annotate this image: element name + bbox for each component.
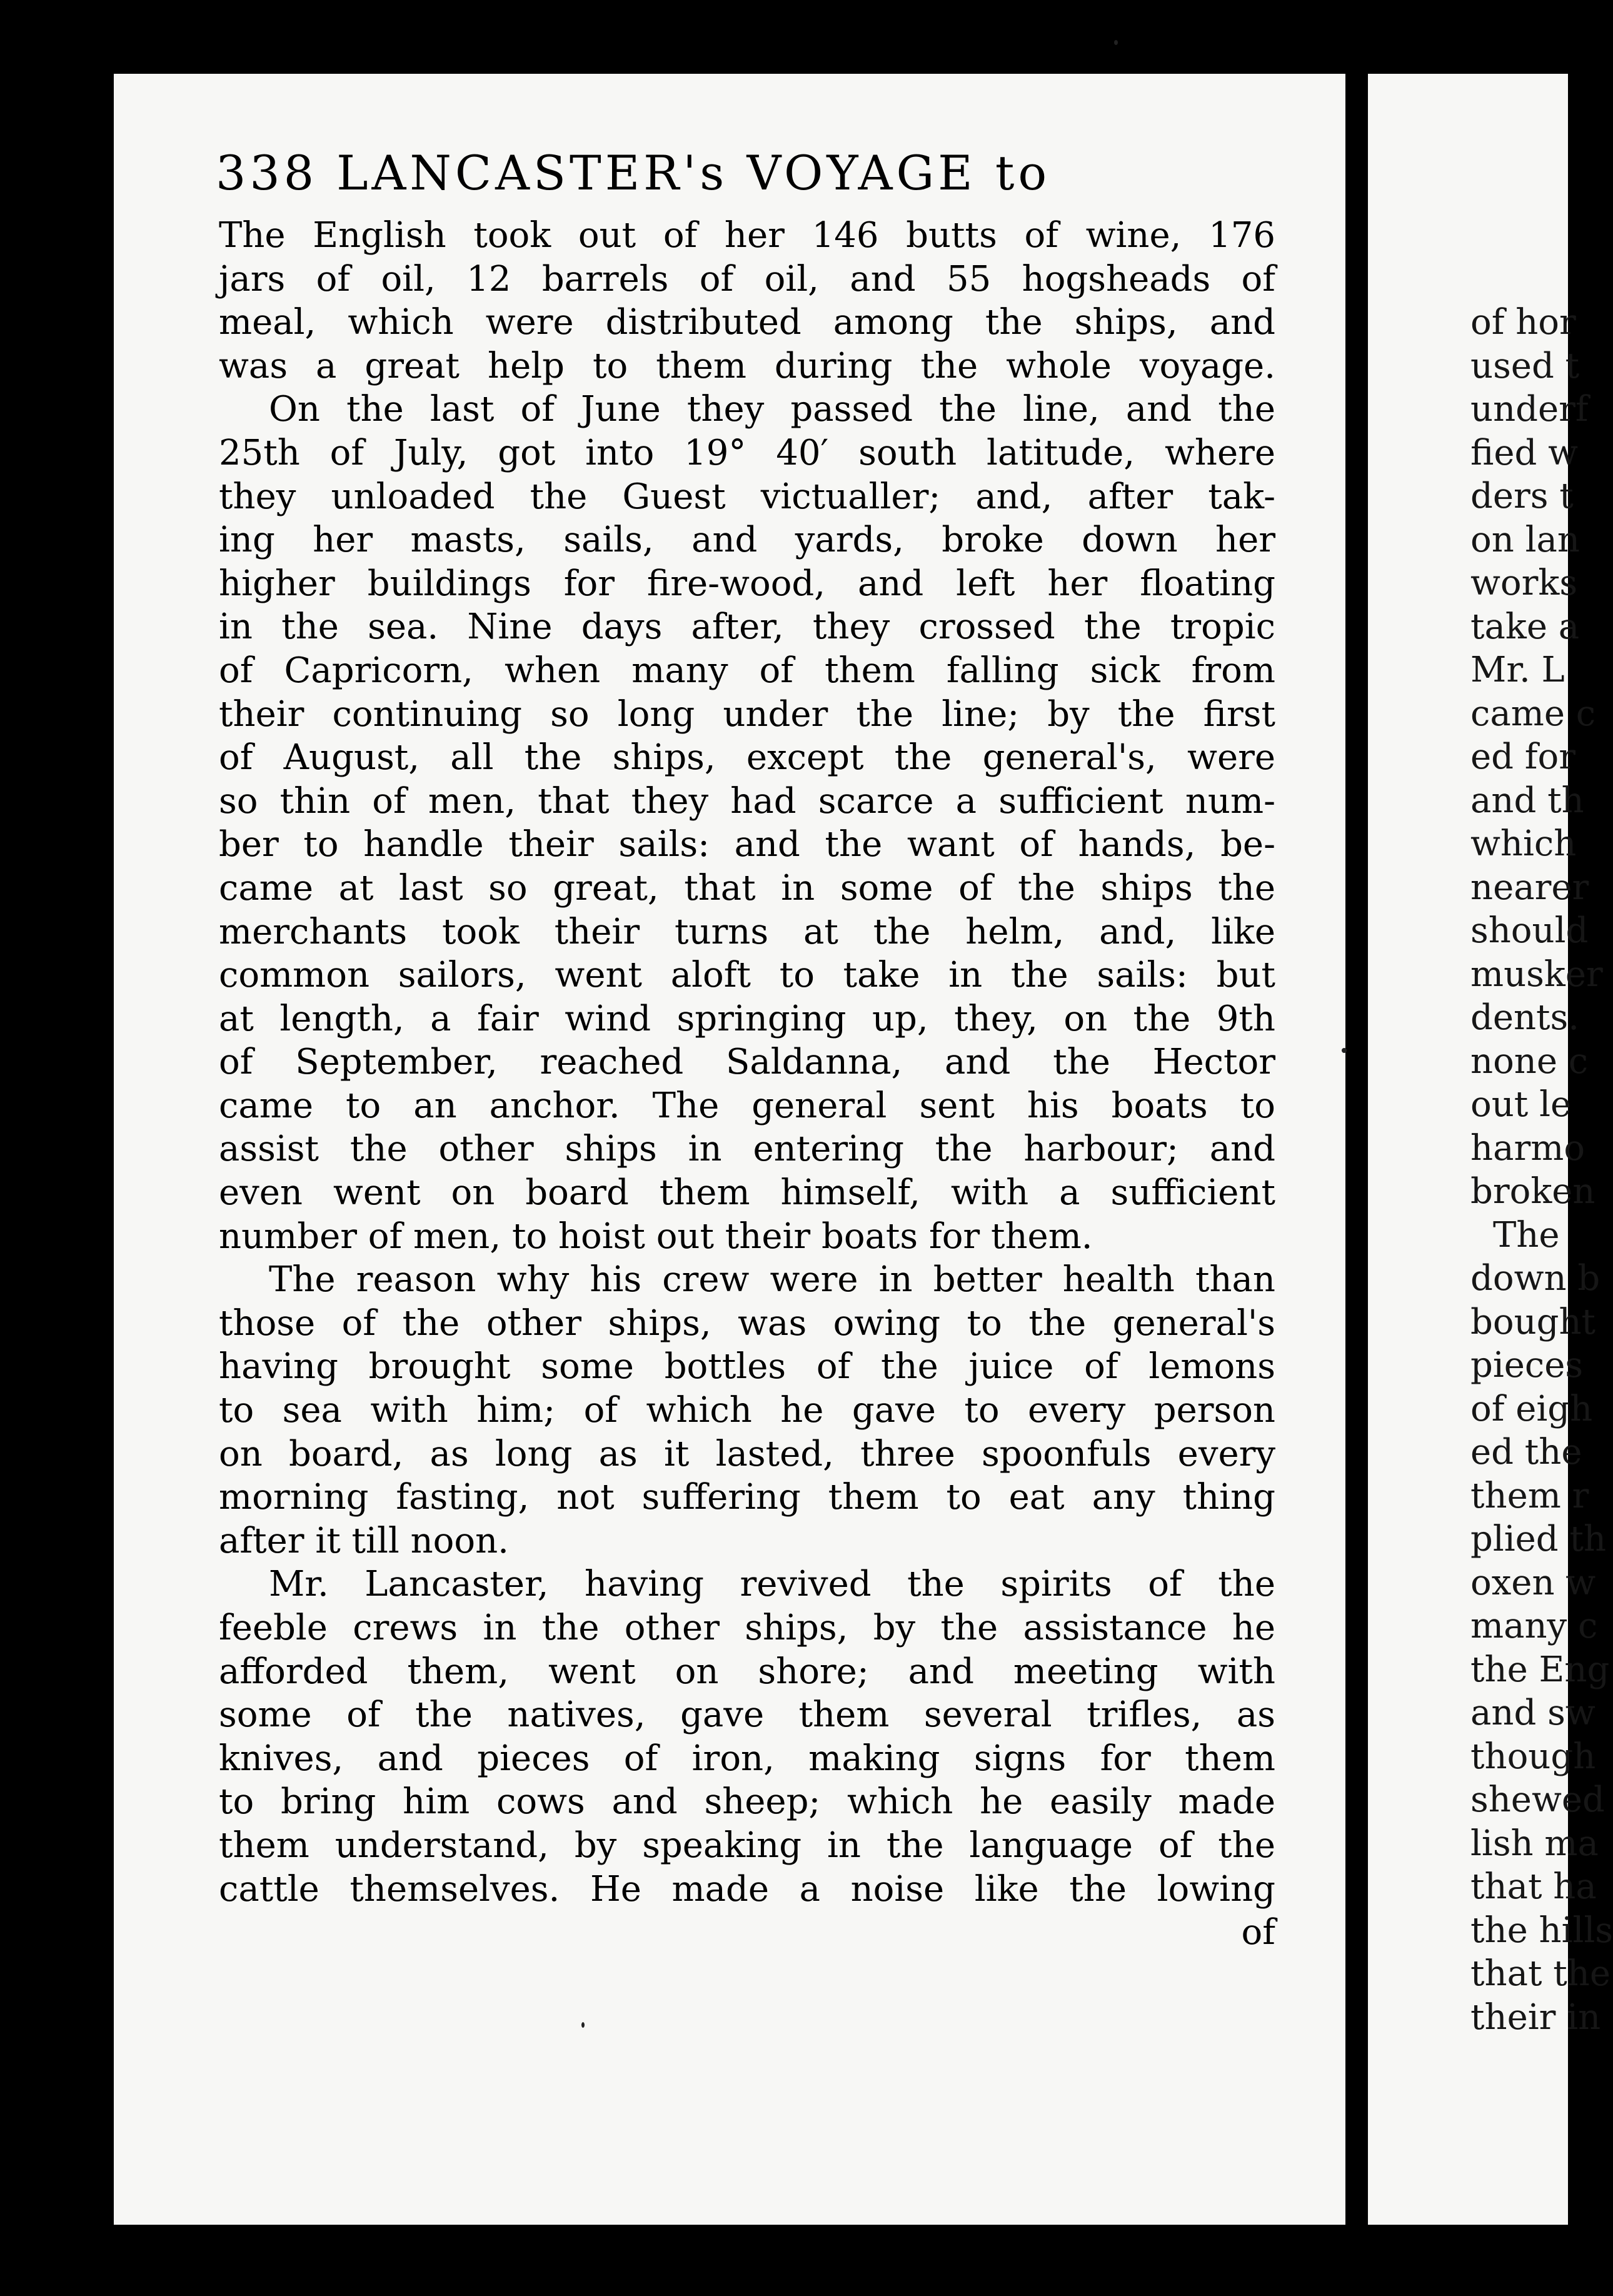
text-line: knives, and pieces of iron, making signs for them: [219, 1738, 1275, 1779]
text-line: morning fasting, not suffering them to eat any thing: [219, 1477, 1275, 1518]
right-page-fragment: of hor: [1470, 302, 1576, 343]
right-page-fragment: ed the: [1470, 1432, 1582, 1473]
right-page-fragment: plied th: [1470, 1519, 1607, 1559]
right-page-fragment: many c: [1470, 1606, 1598, 1646]
text-line: came to an anchor. The general sent his boats to: [219, 1085, 1275, 1126]
text-line: on board, as long as it lasted, three spoonfuls every: [219, 1433, 1275, 1474]
text-line: was a great help to them during the whole voyage.: [219, 345, 1275, 386]
right-page-fragment: take a: [1470, 606, 1580, 647]
paper-speck: [1114, 40, 1118, 45]
right-page-fragment: harmo: [1470, 1127, 1585, 1169]
text-line: The English took out of her 146 butts of wine, 176: [219, 215, 1275, 256]
running-title: LANCASTER's VOYAGE to: [336, 145, 1051, 201]
text-line: of August, all the ships, except the general's, were: [219, 737, 1275, 778]
right-page-fragment: ders t: [1470, 476, 1574, 516]
text-line: higher buildings for fire-wood, and left her floating: [219, 563, 1275, 604]
right-page-fragment: fied w: [1470, 432, 1579, 473]
right-page-fragment: the hills: [1470, 1910, 1613, 1951]
paper-speck: [1342, 1048, 1347, 1053]
text-line: cattle themselves. He made a noise like the lowing: [219, 1868, 1275, 1910]
text-line: even went on board them himself, with a sufficient: [219, 1172, 1275, 1214]
right-page-fragment: them r: [1470, 1475, 1589, 1516]
right-page-fragment: used t: [1470, 345, 1580, 386]
text-line: merchants took their turns at the helm, and, like: [219, 911, 1275, 952]
text-line: jars of oil, 12 barrels of oil, and 55 hogsheads of: [219, 258, 1275, 300]
text-line: to sea with him; of which he gave to every person: [219, 1390, 1275, 1431]
right-page-fragment: came c: [1470, 693, 1596, 734]
text-line: some of the natives, gave them several trifles, as: [219, 1694, 1275, 1736]
right-page-fragment: on lan: [1470, 519, 1580, 560]
right-page-fragment: lish ma: [1470, 1823, 1599, 1864]
page-number: 338: [216, 145, 318, 201]
right-page-fragment: Mr. L: [1470, 650, 1565, 690]
text-line: ber to handle their sails: and the want of hands, be-: [219, 824, 1275, 865]
right-page-fragment: musker: [1470, 954, 1603, 995]
catchword: of: [1241, 1912, 1275, 1953]
text-line: assist the other ships in entering the harbour; and: [219, 1129, 1275, 1170]
text-line: after it till noon.: [219, 1520, 509, 1561]
right-page-fragment: underf: [1470, 389, 1589, 430]
text-line: of September, reached Saldanna, and the Hector: [219, 1042, 1275, 1083]
text-line: 25th of July, got into 19° 40′ south latitude, where: [219, 432, 1275, 473]
body-text: [219, 214, 1275, 1955]
right-page-fragment: nearer: [1470, 867, 1589, 908]
right-page-fragment: The: [1493, 1214, 1560, 1256]
text-line: Mr. Lancaster, having revived the spirits of the: [269, 1564, 1275, 1605]
text-line: those of the other ships, was owing to the general's: [219, 1302, 1275, 1344]
right-page-fragment: their in: [1470, 1996, 1601, 2038]
text-line: them understand, by speaking in the language of the: [219, 1825, 1275, 1866]
text-line: meal, which were distributed among the ships, and: [219, 302, 1275, 343]
right-page-fragment: that ha: [1470, 1866, 1597, 1907]
text-line: ing her masts, sails, and yards, broke down her: [219, 520, 1275, 561]
running-head: [216, 145, 1050, 201]
right-page-fragment: out le: [1470, 1084, 1572, 1125]
text-line: number of men, to hoist out their boats for them.: [219, 1216, 1093, 1257]
right-page-fragment: should: [1470, 910, 1589, 951]
right-page-text-fragments: [1470, 301, 1613, 2039]
right-page-fragment: bought: [1470, 1301, 1596, 1342]
right-page-fragment: pieces: [1470, 1345, 1584, 1386]
text-line: at length, a fair wind springing up, they, on the 9th: [219, 998, 1275, 1039]
paper-speck: [581, 2022, 585, 2028]
text-line: The reason why his crew were in better health than: [269, 1259, 1275, 1301]
text-line: to bring him cows and sheep; which he easily made: [219, 1781, 1275, 1823]
text-line: feeble crews in the other ships, by the assistance he: [219, 1608, 1275, 1648]
right-page-fragment: and th: [1470, 780, 1584, 821]
right-page-fragment: none c: [1470, 1040, 1589, 1082]
text-line: of Capricorn, when many of them falling sick from: [219, 650, 1275, 691]
right-page-fragment: that the: [1470, 1953, 1610, 1994]
text-line: came at last so great, that in some of the ships the: [219, 867, 1275, 909]
right-page-fragment: shewed: [1470, 1780, 1605, 1820]
right-page-fragment: dents.: [1470, 997, 1580, 1038]
right-page-fragment: which: [1470, 823, 1577, 864]
right-page-fragment: though: [1470, 1736, 1596, 1777]
text-line: common sailors, went aloft to take in the sails: but: [219, 955, 1275, 996]
right-page-fragment: and sw: [1470, 1693, 1595, 1733]
text-line: in the sea. Nine days after, they crossed the tropic: [219, 607, 1275, 648]
right-page-fragment: ed for: [1470, 737, 1575, 777]
right-page-fragment: down b: [1470, 1258, 1600, 1299]
text-line: afforded them, went on shore; and meeting with: [219, 1651, 1275, 1692]
right-page-fragment: broken: [1470, 1171, 1595, 1212]
right-page-fragment: of eigh: [1470, 1388, 1593, 1429]
text-line: having brought some bottles of the juice of lemons: [219, 1346, 1275, 1387]
right-page-fragment: the Eng: [1470, 1649, 1610, 1690]
text-line: their continuing so long under the line; by the first: [219, 693, 1275, 735]
text-line: they unloaded the Guest victualler; and, after tak-: [219, 476, 1275, 517]
text-line: so thin of men, that they had scarce a sufficient num-: [219, 780, 1275, 822]
text-line: On the last of June they passed the line, and the: [269, 389, 1275, 430]
right-page-fragment: oxen w: [1470, 1562, 1596, 1603]
right-page-fragment: works: [1470, 563, 1578, 603]
